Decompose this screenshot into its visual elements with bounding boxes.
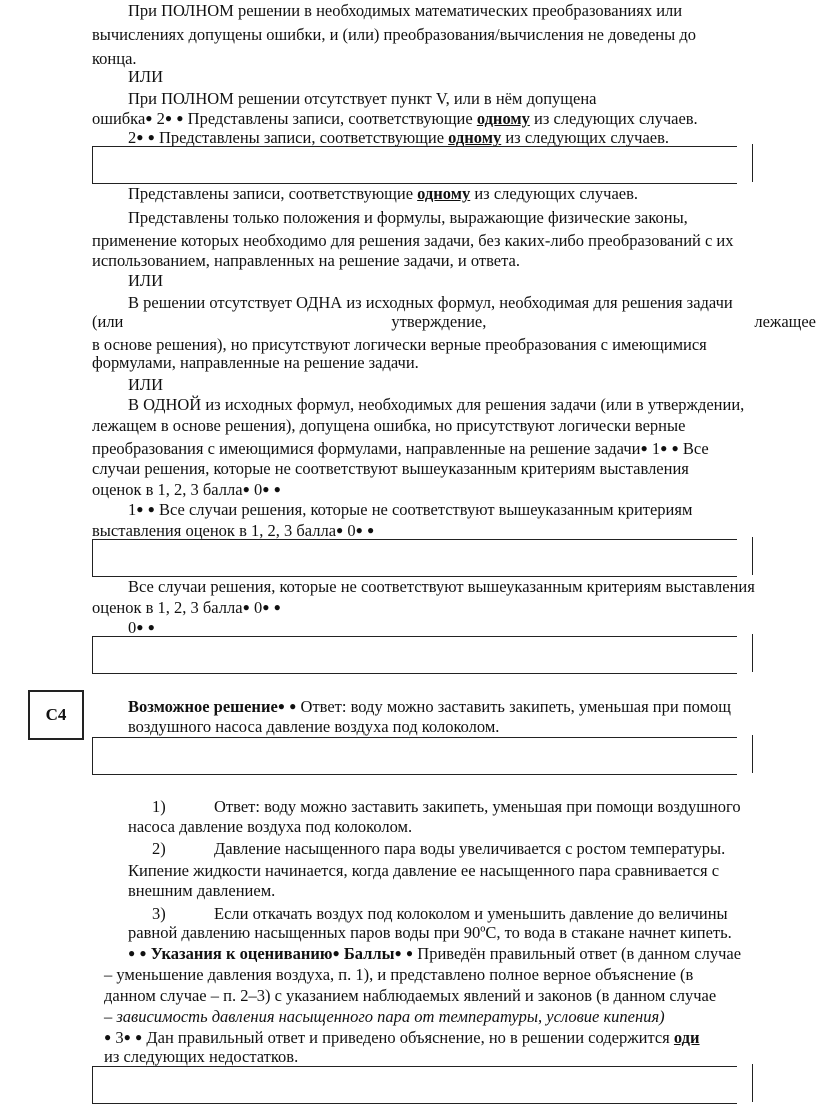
or-label: ИЛИ [128,271,164,290]
bullet-icon: ● [394,946,402,960]
text-line: применение которых необходимо для решения задачи, без каких-либо преобразований с их [92,231,734,250]
text-line: Ответ: воду можно заставить закипеть, уменьшая при помощи воздушного [214,797,741,816]
text-line: При ПОЛНОМ решении в необходимых математических преобразованиях или [128,1,683,20]
bullet-icon: ● [136,502,144,516]
text-line: Все случаи решения, которые не соответствуют вышеуказанным критериям выставления [128,577,755,596]
text-line: выставления оценок в 1, 2, 3 балла● 0● ● [92,521,375,540]
bullet-icon: ● [135,1030,143,1044]
text-line: лежащем в основе решения), допущена ошибка, но присутствуют логически верные [92,416,686,435]
bullet-icon: ● [332,946,340,960]
bullet-icon: ● [164,111,173,125]
text-line: Кипение жидкости начинается, когда давление ее насыщенного пара сравнивается с [128,861,720,880]
bullet-icon: ● [242,600,250,614]
divider [752,634,753,672]
bullet-icon: ● [262,482,270,496]
blank-box [92,737,737,775]
blank-box [92,636,737,674]
text-line: В решении отсутствует ОДНА из исходных формул, необходимая для решения задачи [128,293,733,312]
text-line: оценок в 1, 2, 3 балла● 0● ● [92,598,281,617]
task-number: С4 [45,705,67,724]
text-line: Представлены записи, соответствующие одному из следующих случаев. [128,184,639,203]
text-line: 1● ● Все случаи решения, которые не соответствуют вышеуказанным критериям [128,500,693,519]
text-line: 2● ● Представлены записи, соответствующие одному из следующих случаев. [128,128,670,147]
text-line: воздушного насоса давление воздуха под колоколом. [128,717,500,736]
text-line: вычислениях допущены ошибки, и (или) преобразования/вычисления не доведены до [92,25,696,44]
bullet-icon: ● [671,441,679,455]
blank-box [92,539,737,577]
divider [752,537,753,575]
bullet-icon: ● [147,620,155,634]
text-line: данном случае – п. 2–3) с указанием наблюдаемых явлений и законов (в данном случае [104,986,717,1005]
bullet-icon: ● [640,441,648,455]
bullet-icon: ● [147,130,155,144]
text-line: преобразования с имеющимися формулами, направленные на решение задачи● 1● ● Все [92,439,709,458]
bullet-icon: ● [145,111,153,125]
bullet-icon: ● [147,502,155,516]
text-line: равной давлению насыщенных паров воды при 90ºС, то вода в стакане начнет кипеть. [128,923,732,942]
bullet-icon: ● [136,130,144,144]
text-line: Давление насыщенного пара воды увеличивается с ростом температуры. [214,839,726,858]
text-line: формулами, направленные на решение задачи. [92,353,419,372]
bullet-icon: ● [176,111,184,125]
bullet-icon: ● [277,699,286,713]
text-line: из следующих недостатков. [104,1047,299,1066]
bullet-icon: ● [336,523,344,537]
or-label: ИЛИ [128,67,164,86]
divider [752,144,753,182]
text-line: оценок в 1, 2, 3 балла● 0● ● [92,480,281,499]
text-line: ошибка● 2● ● Представлены записи, соответствующие одному из следующих случаев. [92,109,698,128]
text-line: При ПОЛНОМ решении отсутствует пункт V, или в нём допущена [128,89,597,108]
blank-box [92,146,737,184]
blank-box [92,1066,737,1104]
text-line: – зависимость давления насыщенного пара от температуры, условие кипения) [104,1007,665,1026]
bullet-icon: ● [273,482,281,496]
bullet-icon: ● [123,1030,131,1044]
text-line: использованием, направленных на решение задачи, и ответа. [92,251,520,270]
bullet-icon: ● [139,946,147,960]
text-line: Возможное решение● ● Ответ: воду можно заставить закипеть, уменьшая при помощ [128,697,732,716]
bullet-icon: ● [128,946,136,960]
text-line: ● ● Указания к оцениванию● Баллы● ● Приведён правильный ответ (в данном случае [128,944,742,963]
bullet-icon: ● [660,441,668,455]
bullet-icon: ● [136,620,144,634]
divider [752,735,753,773]
text-line: конца. [92,49,137,68]
divider [752,1064,753,1102]
text-line: насоса давление воздуха под колоколом. [128,817,413,836]
bullet-icon: ● [104,1030,112,1044]
bullet-icon: ● [289,699,297,713]
bullet-icon: ● [273,600,281,614]
bullet-icon: ● [367,523,375,537]
bullet-icon: ● [242,482,250,496]
text-line: (или утверждение, лежащее [92,312,816,331]
text-line: Представлены только положения и формулы, выражающие физические законы, [128,208,688,227]
list-number: 3) [152,904,166,923]
bullet-icon: ● [355,523,363,537]
bullet-icon: ● [262,600,270,614]
task-number-box [28,690,84,740]
bullet-icon: ● [405,946,414,960]
list-number: 1) [152,797,166,816]
text-line: в основе решения), но присутствуют логически верные преобразования с имеющимися [92,335,707,354]
text-line: 0● ● [128,618,155,637]
text-line: внешним давлением. [128,881,276,900]
text-line: ● 3● ● Дан правильный ответ и приведено объяснение, но в решении содержится оди [104,1028,700,1047]
text-line: Если откачать воздух под колоколом и уменьшить давление до величины [214,904,728,923]
text-line: – уменьшение давления воздуха, п. 1), и представлено полное верное объяснение (в [104,965,694,984]
text-line: В ОДНОЙ из исходных формул, необходимых для решения задачи (или в утверждении, [128,395,745,414]
list-number: 2) [152,839,166,858]
text-line: случаи решения, которые не соответствуют вышеуказанным критериям выставления [92,459,689,478]
or-label: ИЛИ [128,375,164,394]
